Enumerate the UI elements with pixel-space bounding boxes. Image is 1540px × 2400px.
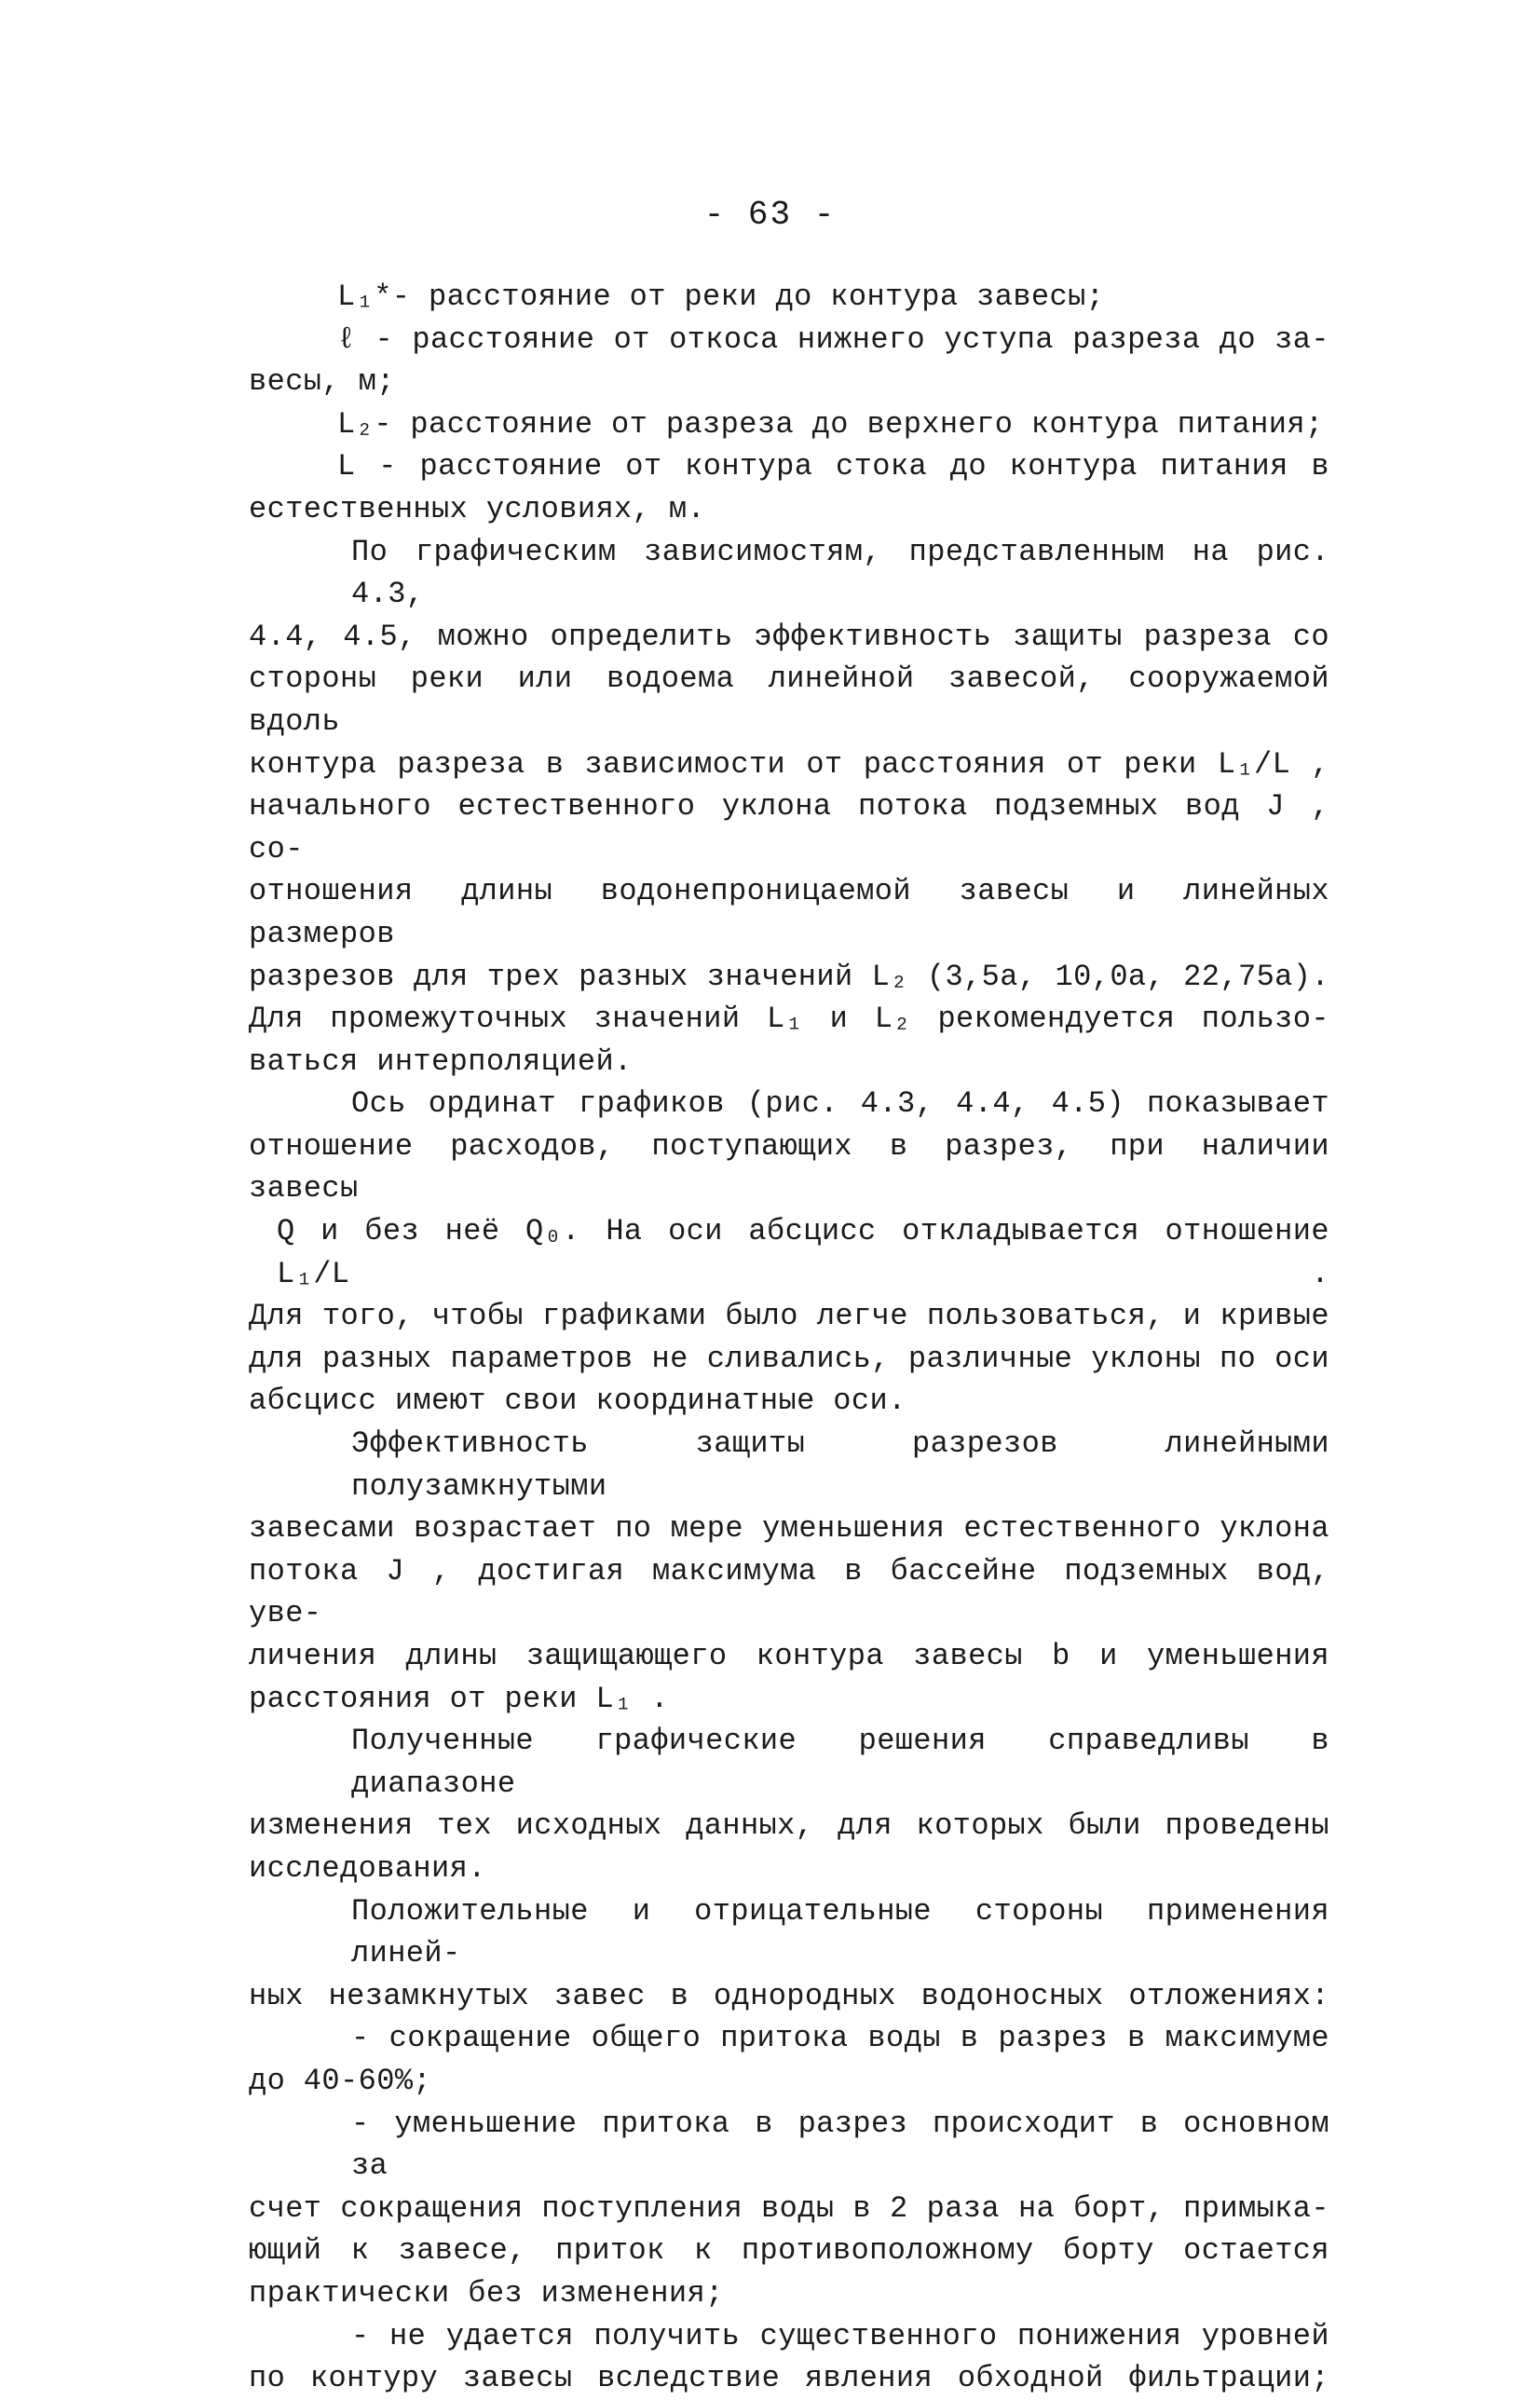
text-line: завесами возрастает по мере уменьшения естественного уклона [249, 1511, 1329, 1547]
text-line: ℓ - расстояние от откоса нижнего уступа разреза до за- [337, 321, 1329, 357]
text-line: изменения тех исходных данных, для которых были проведены [249, 1808, 1329, 1844]
text-line: начального естественного уклона потока подземных вод J , со- [249, 789, 1329, 866]
text-line: Полученные графические решения справедливы в диапазоне [351, 1724, 1329, 1801]
text-line: разрезов для трех разных значений L₂ (3,5а, 10,0а, 22,75а). [249, 959, 1329, 994]
text-line: - уменьшение притока в разрез происходит в основном за [351, 2106, 1329, 2184]
text-line: ваться интерполяцией. [249, 1043, 633, 1079]
text-line: расстояния от реки L₁ . [249, 1681, 669, 1716]
text-line: весы, м; [249, 364, 395, 400]
text-line: Для того, чтобы графиками было легче пользоваться, и кривые [249, 1299, 1329, 1334]
page-number: - 63 - [703, 196, 837, 234]
text-line: Q и без неё Q₀. На оси абсцисс откладывается отношение L₁/L . [277, 1214, 1329, 1291]
text-line: абсцисс имеют свои координатные оси. [249, 1384, 906, 1419]
text-line: L₂- расстояние от разреза до верхнего контура питания; [337, 406, 1324, 442]
text-line: L - расстояние от контура стока до контура питания в [337, 449, 1329, 484]
text-line: исследования. [249, 1850, 486, 1886]
text-line: контура разреза в зависимости от расстояния от реки L₁/L , [249, 746, 1329, 782]
text-line: практически без изменения; [249, 2275, 724, 2311]
text-line: личения длины защищающего контура завесы b и уменьшения [249, 1639, 1329, 1673]
text-line: Для промежуточных значений L₁ и L₂ рекомендуется пользо- [249, 1002, 1329, 1037]
text-line: по контуру завесы вследствие явления обходной фильтрации; [249, 2361, 1329, 2396]
text-line: ных незамкнутых завес в однородных водоносных отложениях: [249, 1978, 1329, 2013]
text-line: Эффективность защиты разрезов линейными полузамкнутыми [351, 1426, 1329, 1504]
text-line: естественных условиях, м. [249, 491, 706, 526]
text-line: 4.4, 4.5, можно определить эффективность защиты разреза со [249, 619, 1329, 654]
text-line: потока J , достигая максимума в бассейне подземных вод, уве- [249, 1553, 1329, 1631]
text-line: отношение расходов, поступающих в разрез, при наличии завесы [249, 1128, 1329, 1207]
text-line: отношения длины водонепроницаемой завесы и линейных размеров [249, 874, 1329, 951]
text-line: Положительные и отрицательные стороны применения линей- [351, 1893, 1329, 1971]
text-line: ющий к завесе, приток к противоположному борту остается [249, 2233, 1329, 2269]
text-line: для разных параметров не сливались, различные уклоны по оси [249, 1341, 1329, 1376]
text-line: - сокращение общего притока воды в разрез в максимуме [351, 2021, 1329, 2056]
text-line: По графическим зависимостям, представленным на рис. 4.3, [351, 534, 1329, 612]
text-line: до 40-60%; [249, 2063, 432, 2098]
text-line: стороны реки или водоема линейной завесой, сооружаемой вдоль [249, 661, 1329, 739]
text-line: L₁*- расстояние от реки до контура завесы; [337, 280, 1105, 314]
body-text [249, 276, 1329, 2400]
text-line: - не удается получить существенного понижения уровней [351, 2318, 1329, 2353]
text-line: Ось ординат графиков (рис. 4.3, 4.4, 4.5) показывает [351, 1086, 1329, 1122]
text-line: счет сокращения поступления воды в 2 раза на борт, примыка- [249, 2190, 1329, 2226]
